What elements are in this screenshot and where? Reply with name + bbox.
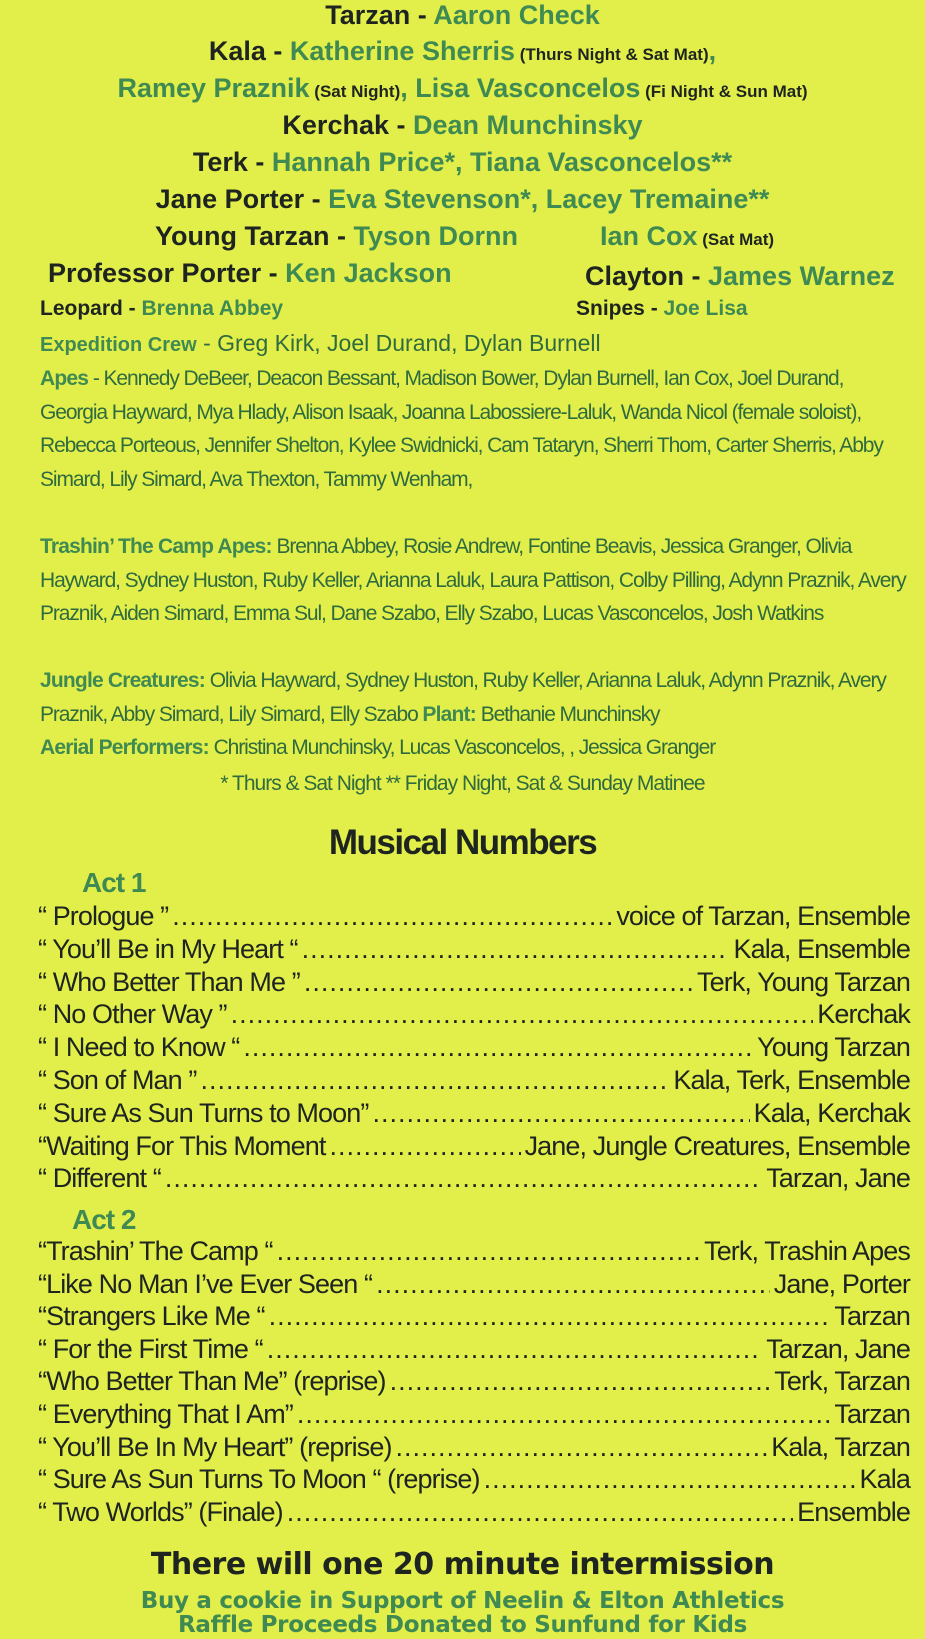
dot-leader — [267, 1334, 762, 1365]
actor-name: Katherine Sherris — [289, 36, 515, 66]
song-title: “ Sure As Sun Turns to Moon” — [38, 1097, 369, 1128]
song-title: “ Two Worlds” (Finale) — [38, 1496, 283, 1527]
performance-footnote: * Thurs & Sat Night ** Friday Night, Sat & Sunday Matinee — [220, 772, 705, 795]
song-title: “Who Better Than Me” (reprise) — [38, 1366, 386, 1397]
role-name: Terk — [192, 147, 248, 177]
role-name: Snipes — [576, 297, 645, 320]
performance-note: (Thurs Night & Sat Mat) — [515, 45, 709, 64]
song-row — [38, 1464, 910, 1498]
plant-member: Bethanie Munchinsky — [475, 702, 660, 726]
song-title: “ You’ll Be In My Heart” (reprise) — [38, 1431, 392, 1462]
song-performers: Ensemble — [797, 1496, 910, 1527]
song-performers: Young Tarzan — [757, 1032, 910, 1063]
act-2-heading: Act 2 — [72, 1204, 136, 1235]
cast-line-expedition — [40, 330, 601, 357]
song-title: “ Different “ — [38, 1163, 161, 1194]
ensemble-trashin — [40, 530, 915, 631]
cast-line-snipes — [576, 297, 748, 321]
song-performers: Terk, Young Tarzan — [697, 966, 910, 997]
role-name: Kerchak — [282, 110, 389, 140]
role-name: Jane Porter — [155, 184, 305, 214]
song-row — [38, 1269, 910, 1303]
cast-line-jane — [0, 184, 925, 215]
dot-leader — [269, 1301, 831, 1332]
role-separator: - — [261, 258, 286, 288]
separator-comma: , — [708, 36, 717, 66]
actor-name: Joe Lisa — [663, 297, 748, 320]
song-title: “Waiting For This Moment — [38, 1130, 326, 1161]
dot-leader — [287, 1497, 793, 1528]
actor-name: , Lisa Vasconcelos — [400, 73, 641, 103]
ensemble-members: - Kennedy DeBeer, Deacon Bessant, Madison Bower, Dylan Burnell, Ian Cox, Joel Durand, Georgia Hayward, Mya Hlady, Alison Isaak, Joanna Labossiere-Laluk, Wanda Nicol (female soloist), Rebecca Porteous, Jennifer Shelton, Kylee Swidnicki, Cam Tataryn, Sherri Thom, Carter Sherris, Abby Simard, Lily Simard, Ava Thexton, Tammy Wenham, — [40, 367, 883, 491]
cast-line-professor — [48, 258, 452, 289]
role-name: Kala — [208, 36, 266, 66]
dot-leader — [165, 1163, 762, 1194]
cast-line-terk — [0, 147, 925, 178]
song-performers: Jane, Jungle Creatures, Ensemble — [524, 1130, 910, 1161]
role-name: Professor Porter — [48, 258, 262, 288]
role-separator: - — [644, 297, 664, 320]
song-performers: Tarzan — [834, 1399, 910, 1429]
dot-leader — [329, 1131, 520, 1162]
role-separator: - — [410, 0, 434, 30]
cast-line-young-tarzan-alt — [600, 221, 774, 252]
song-title: “ No Other Way ” — [38, 999, 227, 1030]
role-separator: - — [265, 36, 290, 66]
dot-leader — [376, 1269, 770, 1300]
cast-line-kerchak — [0, 110, 925, 141]
dot-leader — [200, 1065, 669, 1096]
dot-leader — [372, 1098, 749, 1129]
song-performers: Tarzan — [834, 1301, 910, 1332]
role-separator: - — [389, 110, 413, 140]
song-performers: Kala, Tarzan — [771, 1431, 910, 1462]
cookie-notice: Buy a cookie in Support of Neelin & Elton Athletics — [140, 1588, 785, 1614]
performance-note: (Sat Mat) — [697, 230, 775, 249]
ensemble-label: Trashin’ The Camp Apes: — [40, 535, 272, 558]
song-performers: Tarzan, Jane — [766, 1333, 910, 1364]
song-performers: Kala, Kerchak — [753, 1097, 910, 1128]
song-row — [38, 1236, 910, 1270]
role-name: Clayton — [585, 261, 685, 291]
dot-leader — [277, 1236, 701, 1267]
song-row — [38, 1065, 910, 1099]
cast-line-leopard — [40, 297, 283, 321]
dot-leader — [297, 1399, 830, 1430]
song-performers: Tarzan, Jane — [766, 1163, 910, 1194]
dot-leader — [396, 1432, 768, 1463]
song-title: “Strangers Like Me “ — [38, 1301, 265, 1332]
role-separator: - — [684, 261, 709, 291]
cast-line-tarzan — [0, 0, 925, 31]
song-row — [38, 999, 910, 1033]
actor-name: Aaron Check — [433, 0, 600, 30]
actor-name: James Warnez — [708, 261, 895, 291]
cast-line-kala — [0, 36, 925, 67]
song-row — [38, 1497, 910, 1531]
performance-note: (Sat Night) — [309, 82, 401, 101]
performance-note: (Fi Night & Sun Mat) — [640, 82, 808, 101]
song-title: “ Prologue ” — [38, 901, 169, 931]
dot-leader — [302, 934, 730, 965]
dot-leader — [172, 901, 612, 932]
actor-name: Tyson Dornn — [353, 221, 518, 251]
song-performers: Kerchak — [817, 999, 910, 1030]
role-name: Tarzan — [325, 0, 411, 30]
song-row — [38, 1301, 910, 1335]
dot-leader — [484, 1464, 856, 1495]
song-title: “ Who Better Than Me ” — [38, 966, 300, 997]
ensemble-label: Jungle Creatures: — [40, 669, 205, 692]
ensemble-members: Olivia Hayward, Sydney Huston, Ruby Keller, Arianna Laluk, Adynn Praznik, Avery Praznik, Abby Simard, Lily Simard, Elly Szabo — [40, 669, 886, 726]
intermission-notice: There will one 20 minute intermission — [150, 1547, 775, 1582]
song-row — [38, 1032, 910, 1066]
dot-leader — [231, 999, 814, 1030]
song-row — [38, 1131, 910, 1165]
song-row — [38, 1334, 910, 1368]
song-title: “ I Need to Know “ — [38, 1032, 240, 1063]
song-title: “Trashin’ The Camp “ — [38, 1236, 273, 1266]
role-separator: - — [122, 297, 142, 320]
song-row — [38, 934, 910, 968]
cast-line-young-tarzan — [155, 221, 518, 252]
role-name: Leopard — [40, 297, 123, 320]
song-performers: Jane, Porter — [773, 1268, 910, 1299]
ensemble-members: - Greg Kirk, Joel Durand, Dylan Burnell — [196, 330, 601, 356]
plant-label: Plant: — [422, 702, 476, 726]
song-performers: Kala — [859, 1464, 910, 1495]
song-row — [38, 901, 910, 935]
song-performers: voice of Tarzan, Ensemble — [616, 901, 910, 931]
actor-name: Brenna Abbey — [141, 297, 284, 320]
dot-leader — [243, 1032, 753, 1063]
actor-name: Ramey Praznik — [117, 73, 310, 103]
ensemble-members: Christina Munchinsky, Lucas Vasconcelos, , Jessica Granger — [208, 736, 716, 759]
song-title: “ For the First Time “ — [38, 1333, 263, 1364]
song-title: “ You’ll Be in My Heart “ — [38, 933, 298, 964]
song-row — [38, 1399, 910, 1433]
ensemble-jungle — [40, 664, 915, 731]
song-performers: Kala, Ensemble — [733, 933, 910, 964]
ensemble-label: Expedition Crew — [40, 334, 197, 356]
role-name: Young Tarzan — [155, 221, 330, 251]
song-title: “ Sure As Sun Turns To Moon “ (reprise) — [38, 1464, 480, 1495]
actor-name: Ian Cox — [600, 221, 698, 251]
song-row — [38, 1163, 910, 1197]
song-performers: Kala, Terk, Ensemble — [673, 1065, 910, 1095]
act-1-heading: Act 1 — [82, 867, 146, 898]
role-separator: - — [247, 147, 272, 177]
musical-numbers-title: Musical Numbers — [328, 823, 597, 862]
song-title: “ Son of Man ” — [38, 1065, 197, 1095]
dot-leader — [304, 967, 693, 998]
song-row — [38, 1432, 910, 1466]
raffle-notice: Raffle Proceeds Donated to Sunfund for Kids — [177, 1612, 748, 1638]
cast-line-kala-cont — [0, 73, 925, 104]
role-separator: - — [304, 184, 329, 214]
song-performers: Terk, Trashin Apes — [704, 1236, 910, 1266]
actor-name: Eva Stevenson*, Lacey Tremaine** — [328, 184, 770, 214]
ensemble-label: Aerial Performers: — [40, 736, 209, 759]
song-title: “Like No Man I’ve Ever Seen “ — [38, 1268, 373, 1299]
actor-name: Hannah Price*, Tiana Vasconcelos** — [271, 147, 733, 177]
actor-name: Ken Jackson — [285, 258, 452, 288]
song-title: “ Everything That I Am” — [38, 1399, 293, 1429]
actor-name: Dean Munchinsky — [413, 110, 643, 140]
song-row — [38, 967, 910, 1001]
role-separator: - — [329, 221, 354, 251]
ensemble-label: Apes — [40, 367, 89, 390]
ensemble-members: Brenna Abbey, Rosie Andrew, Fontine Beavis, Jessica Granger, Olivia Hayward, Sydney Huston, Ruby Keller, Arianna Laluk, Laura Pattison, Colby Pilling, Adynn Praznik, Avery Praznik, Aiden Simard, Emma Sul, Dane Szabo, Elly Szabo, Lucas Vasconcelos, Josh Watkins — [40, 535, 906, 626]
ensemble-aerial — [40, 731, 915, 765]
song-performers: Terk, Tarzan — [774, 1366, 910, 1397]
cast-line-clayton — [585, 261, 895, 292]
ensemble-apes — [40, 362, 915, 496]
song-row — [38, 1366, 910, 1400]
dot-leader — [390, 1366, 771, 1397]
song-row — [38, 1098, 910, 1132]
